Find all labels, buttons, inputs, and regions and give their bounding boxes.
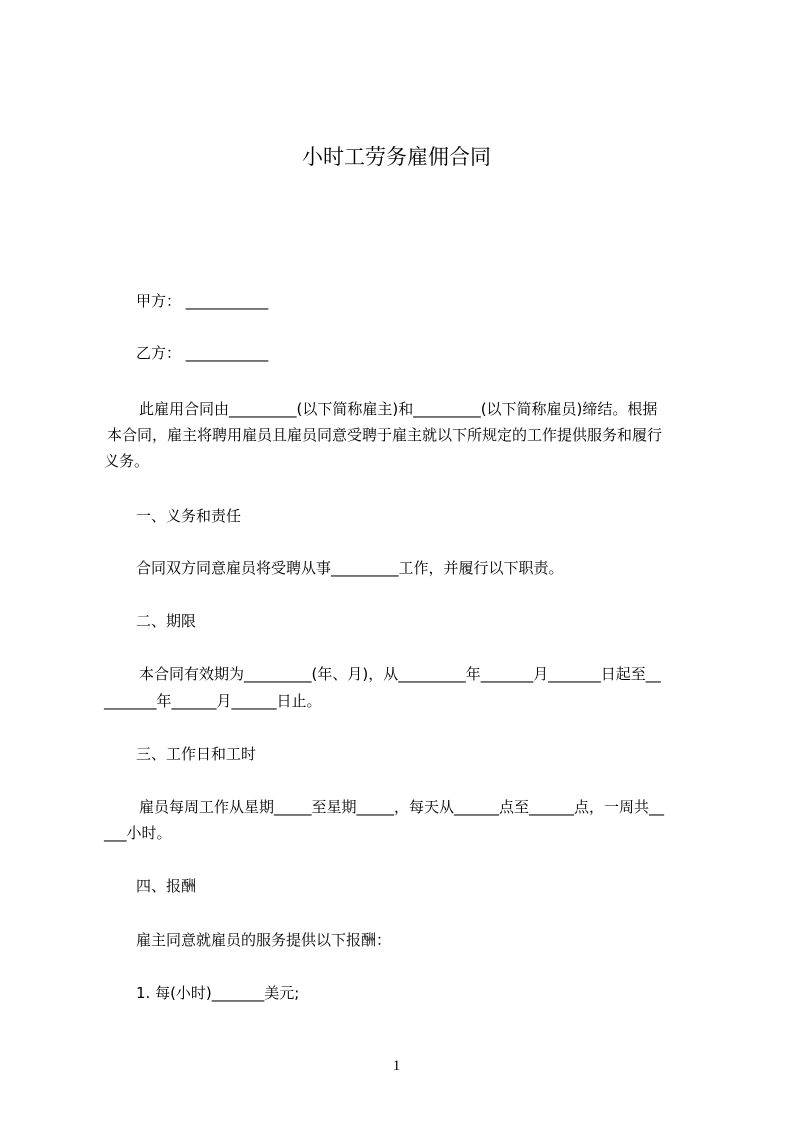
- section-heading-term: 二、期限: [136, 612, 197, 630]
- party-a-line: 甲方： ___________: [136, 292, 269, 310]
- section-heading-duty: 一、义务和责任: [136, 507, 242, 525]
- intro-line-3: 义务。: [104, 452, 150, 470]
- section-heading-pay: 四、报酬: [136, 877, 197, 895]
- pay-item-1: 1. 每(小时)_______美元;: [136, 984, 300, 1002]
- section-heading-hours: 三、工作日和工时: [136, 745, 257, 763]
- page-number: 1: [392, 1058, 401, 1074]
- duty-text: 合同双方同意雇员将受聘从事_________工作，并履行以下职责。: [136, 559, 564, 577]
- document-title: 小时工劳务雇佣合同: [302, 145, 491, 169]
- intro-line-2: 本合同，雇主将聘用雇员且雇员同意受聘于雇主就以下所规定的工作提供服务和履行: [107, 426, 663, 444]
- party-b-line: 乙方： ___________: [136, 344, 269, 362]
- intro-line-1: 此雇用合同由_________(以下简称雇主)和_________(以下简称雇员)缔结。根据: [139, 400, 658, 418]
- hours-text-line-1: 雇员每周工作从星期_____至星期_____，每天从______点至______点，一周共__: [139, 798, 665, 816]
- pay-text: 雇主同意就雇员的服务提供以下报酬：: [136, 931, 392, 949]
- term-text-line-1: 本合同有效期为_________(年、月)，从_________年_______月_______日起至__: [139, 665, 661, 683]
- hours-text-line-2: ___小时。: [104, 824, 172, 842]
- term-text-line-2: _______年______月______日止。: [104, 692, 322, 710]
